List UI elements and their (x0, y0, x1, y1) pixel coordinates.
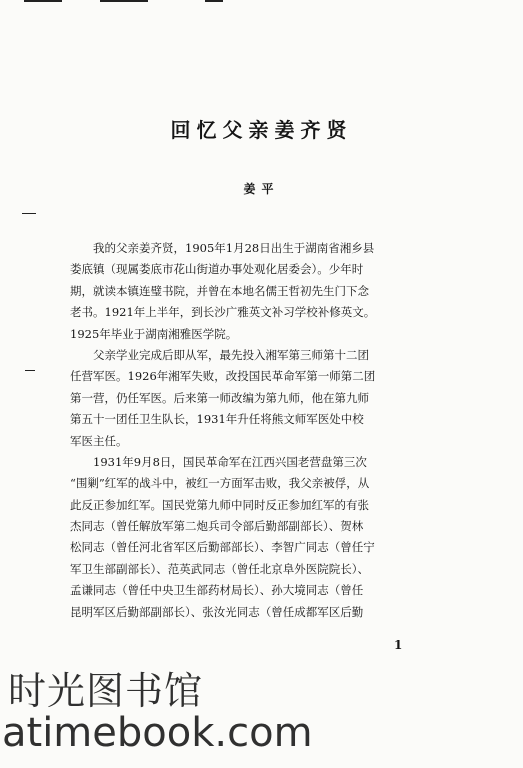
watermark-url: atimebook.com (2, 710, 313, 756)
text-line: 军卫生部副部长）、范英武同志（曾任北京阜外医院院长）、 (70, 561, 369, 576)
text-line: 松同志（曾任河北省军区后勤部部长）、李智广同志（曾任宁 (70, 540, 375, 555)
text-line: 军医主任。 (70, 433, 128, 448)
text-line: 1925年毕业于湖南湘雅医学院。 (70, 326, 238, 341)
text-line: 昆明军区后勤部副部长）、张汝光同志（曾任成都军区后勤 (70, 604, 364, 619)
scan-edge-mark (205, 0, 223, 2)
text-line: 第五十一团任卫生队长，1931年升任将熊文师军医处中校 (70, 412, 364, 427)
text-line: 任营军医。1926年湘军失败，改投国民革命军第一师第二团 (70, 369, 376, 384)
text-line: 1931年9月8日，国民革命军在江西兴国老营盘第三次 (93, 454, 367, 469)
text-line: 我的父亲姜齐贤，1905年1月28日出生于湖南省湘乡县 (93, 241, 375, 255)
text-line: 娄底镇（现属娄底市花山街道办事处观化居委会）。少年时 (70, 262, 364, 277)
page-number: 1 (394, 638, 403, 652)
author-name: 姜平 (243, 182, 280, 196)
scan-edge-mark (100, 0, 148, 2)
article-body (70, 238, 448, 623)
text-line: 第一营，仍任军医。后来第一师改编为第九师，他在第九师 (70, 390, 369, 405)
margin-tick-mark (25, 370, 35, 371)
text-line: 杰同志（曾任解放军第二炮兵司令部后勤部副部长）、贺林 (70, 519, 364, 534)
text-line: 此反正参加红军。国民党第九师中同时反正参加红军的有张 (70, 497, 369, 512)
text-line: 老书。1921年上半年，到长沙广雅英文补习学校补修英文。 (70, 305, 376, 320)
scan-edge-mark (24, 0, 62, 2)
text-line: 父亲学业完成后即从军，最先投入湘军第三师第十二团 (93, 347, 369, 362)
article-title: 回忆父亲姜齐贤 (170, 118, 353, 142)
text-line: 孟谦同志（曾任中央卫生部药材局长）、孙大境同志（曾任 (70, 583, 364, 598)
margin-tick-mark (22, 213, 36, 214)
watermark-title: 时光图书馆 (8, 669, 204, 713)
text-line: 期，就读本镇连璧书院，并曾在本地名儒王哲初先生门下念 (70, 283, 369, 298)
text-line: “围剿”红军的战斗中，被红一方面军击败，我父亲被俘，从 (70, 476, 370, 491)
